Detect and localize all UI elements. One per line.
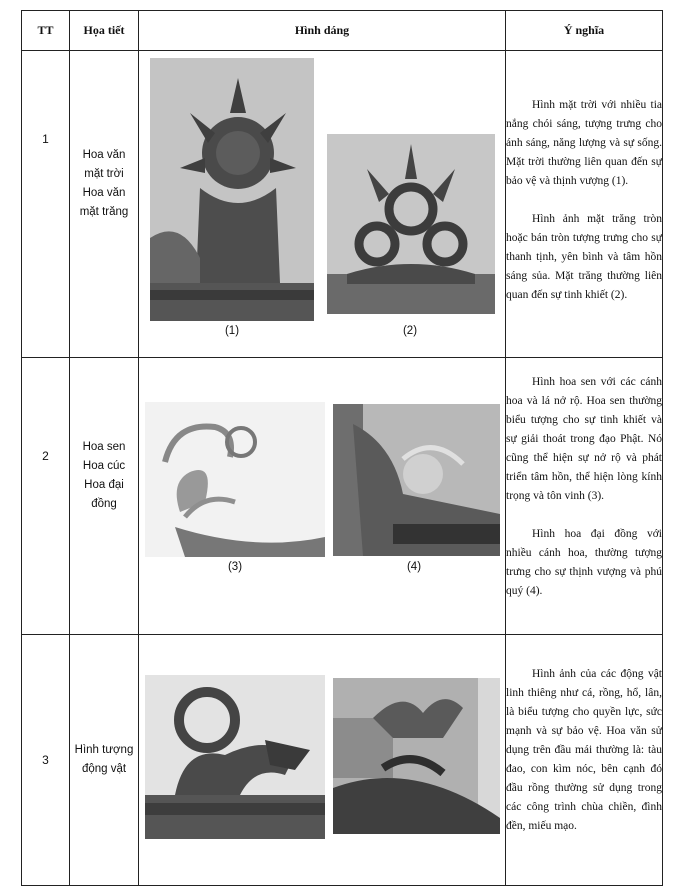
header-row [22,11,663,51]
shape-cell [139,635,506,886]
lotus-motif-photo [145,402,325,557]
row-number: 1 [22,51,70,358]
animal-roof-motif-photo [333,678,500,834]
dragon-motif-photo [145,675,325,839]
header-shape: Hình dáng [139,11,506,51]
meaning-paragraph: Hình hoa đại đồng với nhiều cánh hoa, thường tượng trưng cho sự thịnh vượng và phú quý (4). [506,527,662,597]
table-row [22,635,663,886]
meaning-paragraph: Hình mặt trời với nhiều tia nắng chói sáng, tượng trưng cho ánh sáng, năng lượng và sự sống. Mặt trời thường liên quan đến sự bảo vệ và thịnh vượng (1). [506,99,662,187]
header-tt: TT [22,11,70,51]
row-number: 3 [22,635,70,886]
meaning-paragraph: Hình ảnh của các động vật linh thiêng như cá, rồng, hổ, lân, là biểu tượng cho quyền lực, sức mạnh và sự bảo vệ. Hoa văn sử dụng trên đầu mái thường là: tàu đao, con kìm nóc, bên cạnh đó đầu rồng thường sử dụng trong các công trình chùa chiền, đình đền, miếu mạo. [506,668,662,832]
header-meaning: Ý nghĩa [506,11,663,51]
table-row [22,358,663,635]
meaning-cell [506,635,663,886]
sun-motif-photo [150,58,314,321]
meaning-cell [506,358,663,635]
chrysanthemum-motif-photo [333,404,500,556]
motif-name: Hình tượng động vật [70,635,139,886]
caption: (2) [402,325,418,337]
caption: (4) [406,561,422,573]
shape-cell [139,51,506,358]
motif-name: Hoa văn mặt trời Hoa văn mặt trăng [70,51,139,358]
motif-table [21,10,663,886]
moon-motif-photo [327,134,495,314]
motif-name: Hoa sen Hoa cúc Hoa đại đồng [70,358,139,635]
caption: (3) [227,561,243,573]
shape-cell [139,358,506,635]
meaning-paragraph: Hình ảnh mặt trăng tròn hoặc bán tròn tượng trưng cho sự thanh tịnh, yên bình và tâm hồn sáng sủa. Mặt trăng thường liên quan đến sự tinh khiết (2). [506,213,662,301]
caption: (1) [224,325,240,337]
meaning-paragraph: Hình hoa sen với các cánh hoa và lá nở rộ. Hoa sen thường biểu tượng cho sự tinh khiết và sự giải thoát trong đạo Phật. Nó cũng thể hiện sự nở rộ và phát triển tâm hồn, thể hiện lòng kính trọng và tôn vinh (3). [506,375,662,502]
meaning-cell [506,51,663,358]
row-number: 2 [22,358,70,635]
header-motif: Họa tiết [70,11,139,51]
table-row [22,51,663,358]
